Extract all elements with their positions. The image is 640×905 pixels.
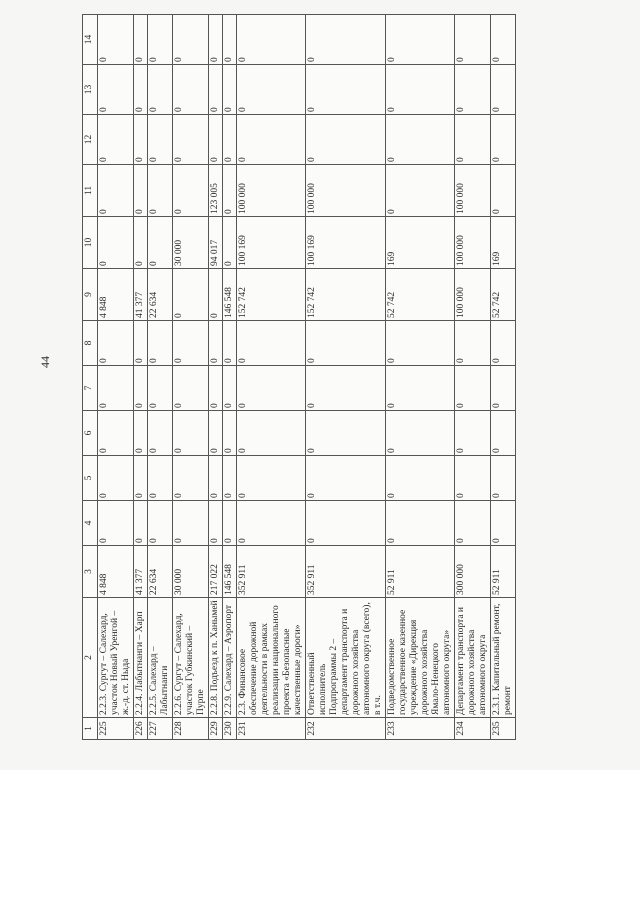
- cell-col-14: 0: [491, 15, 516, 65]
- column-header-3: 3: [83, 546, 98, 598]
- cell-col-9: 100 000: [455, 269, 491, 321]
- cell-col-10: 169: [386, 217, 455, 269]
- cell-col-7: 0: [223, 366, 237, 411]
- cell-col-5: 0: [491, 456, 516, 501]
- cell-col-3: 300 000: [455, 546, 491, 598]
- cell-col-8: 0: [209, 321, 223, 366]
- column-header-9: 9: [83, 269, 98, 321]
- column-header-8: 8: [83, 321, 98, 366]
- cell-col-7: 0: [237, 366, 306, 411]
- cell-col-6: 0: [223, 411, 237, 456]
- row-number: 234: [455, 718, 491, 740]
- cell-col-12: 0: [148, 115, 173, 165]
- cell-col-8: 0: [491, 321, 516, 366]
- cell-col-11: 100 000: [455, 165, 491, 217]
- cell-col-8: 0: [134, 321, 148, 366]
- cell-col-5: 0: [306, 456, 386, 501]
- cell-col-8: 0: [173, 321, 209, 366]
- table-row: [386, 15, 455, 740]
- cell-col-13: 0: [491, 65, 516, 115]
- cell-col-4: 0: [306, 501, 386, 546]
- cell-col-13: 0: [455, 65, 491, 115]
- cell-col-7: 0: [98, 366, 134, 411]
- cell-col-11: 0: [134, 165, 148, 217]
- cell-col-8: 0: [223, 321, 237, 366]
- cell-col-6: 0: [173, 411, 209, 456]
- cell-col-12: 0: [209, 115, 223, 165]
- table-header-row: [83, 15, 98, 740]
- column-header-5: 5: [83, 456, 98, 501]
- cell-col-8: 0: [237, 321, 306, 366]
- cell-col-4: 0: [173, 501, 209, 546]
- cell-col-3: 52 911: [491, 546, 516, 598]
- cell-col-4: 0: [386, 501, 455, 546]
- cell-col-8: 0: [306, 321, 386, 366]
- cell-col-9: 52 742: [491, 269, 516, 321]
- cell-col-12: 0: [134, 115, 148, 165]
- cell-col-14: 0: [98, 15, 134, 65]
- table-row: [237, 15, 306, 740]
- row-number: 233: [386, 718, 455, 740]
- cell-col-7: 0: [306, 366, 386, 411]
- table-row: [134, 15, 148, 740]
- column-header-4: 4: [83, 501, 98, 546]
- cell-col-14: 0: [237, 15, 306, 65]
- table-row: [173, 15, 209, 740]
- cell-col-10: 94 017: [209, 217, 223, 269]
- table-row: [98, 15, 134, 740]
- cell-col-5: 0: [237, 456, 306, 501]
- column-header-14: 14: [83, 15, 98, 65]
- page-number: 44: [38, 356, 52, 368]
- cell-col-12: 0: [237, 115, 306, 165]
- row-number: 225: [98, 718, 134, 740]
- cell-col-10: 169: [491, 217, 516, 269]
- cell-col-14: 0: [173, 15, 209, 65]
- cell-col-14: 0: [455, 15, 491, 65]
- table-row: [306, 15, 386, 740]
- cell-col-11: 100 000: [306, 165, 386, 217]
- cell-col-10: 0: [134, 217, 148, 269]
- cell-col-11: 0: [173, 165, 209, 217]
- cell-col-9: 146 548: [223, 269, 237, 321]
- cell-col-5: 0: [148, 456, 173, 501]
- table-row: [148, 15, 173, 740]
- cell-col-13: 0: [209, 65, 223, 115]
- row-name: Департамент транспорта и дорожного хозяйства автономного округа: [455, 598, 491, 718]
- cell-col-11: 0: [386, 165, 455, 217]
- cell-col-13: 0: [173, 65, 209, 115]
- cell-col-8: 0: [455, 321, 491, 366]
- cell-col-13: 0: [223, 65, 237, 115]
- cell-col-3: 41 377: [134, 546, 148, 598]
- cell-col-12: 0: [223, 115, 237, 165]
- column-header-6: 6: [83, 411, 98, 456]
- row-name: 2.2.5. Салехард – Лабытнанги: [148, 598, 173, 718]
- cell-col-9: 152 742: [306, 269, 386, 321]
- column-header-13: 13: [83, 65, 98, 115]
- cell-col-12: 0: [306, 115, 386, 165]
- rotated-table-container: [82, 15, 574, 740]
- cell-col-12: 0: [173, 115, 209, 165]
- table-body: [98, 15, 516, 740]
- row-name: Подведомственное государственное казенное учреждение «Дирекция дорожного хозяйства Ямало-Ненецкого автономного округа»: [386, 598, 455, 718]
- row-number: 228: [173, 718, 209, 740]
- cell-col-12: 0: [455, 115, 491, 165]
- row-name: 2.2.6. Сургут – Салехард, участок Губкинский – Пурпе: [173, 598, 209, 718]
- cell-col-5: 0: [173, 456, 209, 501]
- cell-col-6: 0: [386, 411, 455, 456]
- row-name: 2.3.1. Капитальный ремонт, ремонт: [491, 598, 516, 718]
- column-header-11: 11: [83, 165, 98, 217]
- cell-col-5: 0: [98, 456, 134, 501]
- cell-col-11: 0: [223, 165, 237, 217]
- cell-col-4: 0: [148, 501, 173, 546]
- row-name: Ответственный исполнитель Подпрограммы 2 – департамент транспорта и дорожного хозяйства автономного округа (всего), в т.ч.: [306, 598, 386, 718]
- row-name: 2.2.3. Сургут – Салехард, участок Новый Уренгой – ж.-д. ст. Ныда: [98, 598, 134, 718]
- cell-col-6: 0: [455, 411, 491, 456]
- cell-col-14: 0: [209, 15, 223, 65]
- cell-col-6: 0: [491, 411, 516, 456]
- cell-col-8: 0: [148, 321, 173, 366]
- cell-col-10: 100 169: [306, 217, 386, 269]
- row-number: 229: [209, 718, 223, 740]
- cell-col-14: 0: [134, 15, 148, 65]
- cell-col-3: 146 548: [223, 546, 237, 598]
- row-number: 235: [491, 718, 516, 740]
- cell-col-5: 0: [386, 456, 455, 501]
- cell-col-11: 0: [491, 165, 516, 217]
- cell-col-10: 0: [98, 217, 134, 269]
- table-row: [223, 15, 237, 740]
- cell-col-7: 0: [148, 366, 173, 411]
- cell-col-4: 0: [491, 501, 516, 546]
- cell-col-6: 0: [134, 411, 148, 456]
- table-row: [491, 15, 516, 740]
- column-header-12: 12: [83, 115, 98, 165]
- cell-col-13: 0: [148, 65, 173, 115]
- cell-col-11: 0: [98, 165, 134, 217]
- cell-col-10: 100 000: [455, 217, 491, 269]
- cell-col-9: 41 377: [134, 269, 148, 321]
- cell-col-6: 0: [209, 411, 223, 456]
- cell-col-7: 0: [173, 366, 209, 411]
- cell-col-10: 30 000: [173, 217, 209, 269]
- cell-col-6: 0: [98, 411, 134, 456]
- column-header-7: 7: [83, 366, 98, 411]
- cell-col-5: 0: [134, 456, 148, 501]
- cell-col-13: 0: [386, 65, 455, 115]
- row-number: 230: [223, 718, 237, 740]
- cell-col-3: 4 848: [98, 546, 134, 598]
- cell-col-6: 0: [306, 411, 386, 456]
- cell-col-5: 0: [223, 456, 237, 501]
- table-row: [209, 15, 223, 740]
- cell-col-3: 217 022: [209, 546, 223, 598]
- row-number: 226: [134, 718, 148, 740]
- cell-col-11: 100 000: [237, 165, 306, 217]
- cell-col-4: 0: [209, 501, 223, 546]
- cell-col-14: 0: [306, 15, 386, 65]
- column-header-1: 1: [83, 718, 98, 740]
- cell-col-4: 0: [98, 501, 134, 546]
- row-number: 231: [237, 718, 306, 740]
- cell-col-7: 0: [134, 366, 148, 411]
- cell-col-9: 0: [173, 269, 209, 321]
- cell-col-7: 0: [455, 366, 491, 411]
- cell-col-4: 0: [134, 501, 148, 546]
- cell-col-10: 100 169: [237, 217, 306, 269]
- cell-col-12: 0: [98, 115, 134, 165]
- cell-col-12: 0: [491, 115, 516, 165]
- cell-col-4: 0: [237, 501, 306, 546]
- cell-col-4: 0: [223, 501, 237, 546]
- cell-col-14: 0: [148, 15, 173, 65]
- row-name: 2.3. Финансовое обеспечение дорожной деятельности в рамках реализации национального проекта «Безопасные качественные дороги»: [237, 598, 306, 718]
- cell-col-11: 123 005: [209, 165, 223, 217]
- cell-col-3: 52 911: [386, 546, 455, 598]
- cell-col-8: 0: [98, 321, 134, 366]
- column-header-2: 2: [83, 598, 98, 718]
- table-row: [455, 15, 491, 740]
- row-number: 232: [306, 718, 386, 740]
- cell-col-5: 0: [455, 456, 491, 501]
- cell-col-9: 22 634: [148, 269, 173, 321]
- cell-col-3: 352 911: [237, 546, 306, 598]
- cell-col-13: 0: [134, 65, 148, 115]
- cell-col-9: 4 848: [98, 269, 134, 321]
- cell-col-14: 0: [386, 15, 455, 65]
- row-name: 2.2.9. Салехард – Аэропорт: [223, 598, 237, 718]
- cell-col-7: 0: [386, 366, 455, 411]
- cell-col-9: 52 742: [386, 269, 455, 321]
- cell-col-10: 0: [148, 217, 173, 269]
- cell-col-3: 22 634: [148, 546, 173, 598]
- cell-col-8: 0: [386, 321, 455, 366]
- row-name: 2.2.8. Подъезд к п. Ханымей: [209, 598, 223, 718]
- cell-col-5: 0: [209, 456, 223, 501]
- cell-col-9: 0: [209, 269, 223, 321]
- cell-col-3: 30 000: [173, 546, 209, 598]
- row-name: 2.2.4. Лабытнанги – Харп: [134, 598, 148, 718]
- cell-col-6: 0: [148, 411, 173, 456]
- cell-col-13: 0: [237, 65, 306, 115]
- cell-col-7: 0: [491, 366, 516, 411]
- cell-col-4: 0: [455, 501, 491, 546]
- cell-col-7: 0: [209, 366, 223, 411]
- cell-col-10: 0: [223, 217, 237, 269]
- cell-col-14: 0: [223, 15, 237, 65]
- budget-table: [82, 14, 516, 740]
- cell-col-13: 0: [98, 65, 134, 115]
- cell-col-11: 0: [148, 165, 173, 217]
- cell-col-9: 152 742: [237, 269, 306, 321]
- row-number: 227: [148, 718, 173, 740]
- column-header-10: 10: [83, 217, 98, 269]
- cell-col-12: 0: [386, 115, 455, 165]
- cell-col-13: 0: [306, 65, 386, 115]
- cell-col-6: 0: [237, 411, 306, 456]
- cell-col-3: 352 911: [306, 546, 386, 598]
